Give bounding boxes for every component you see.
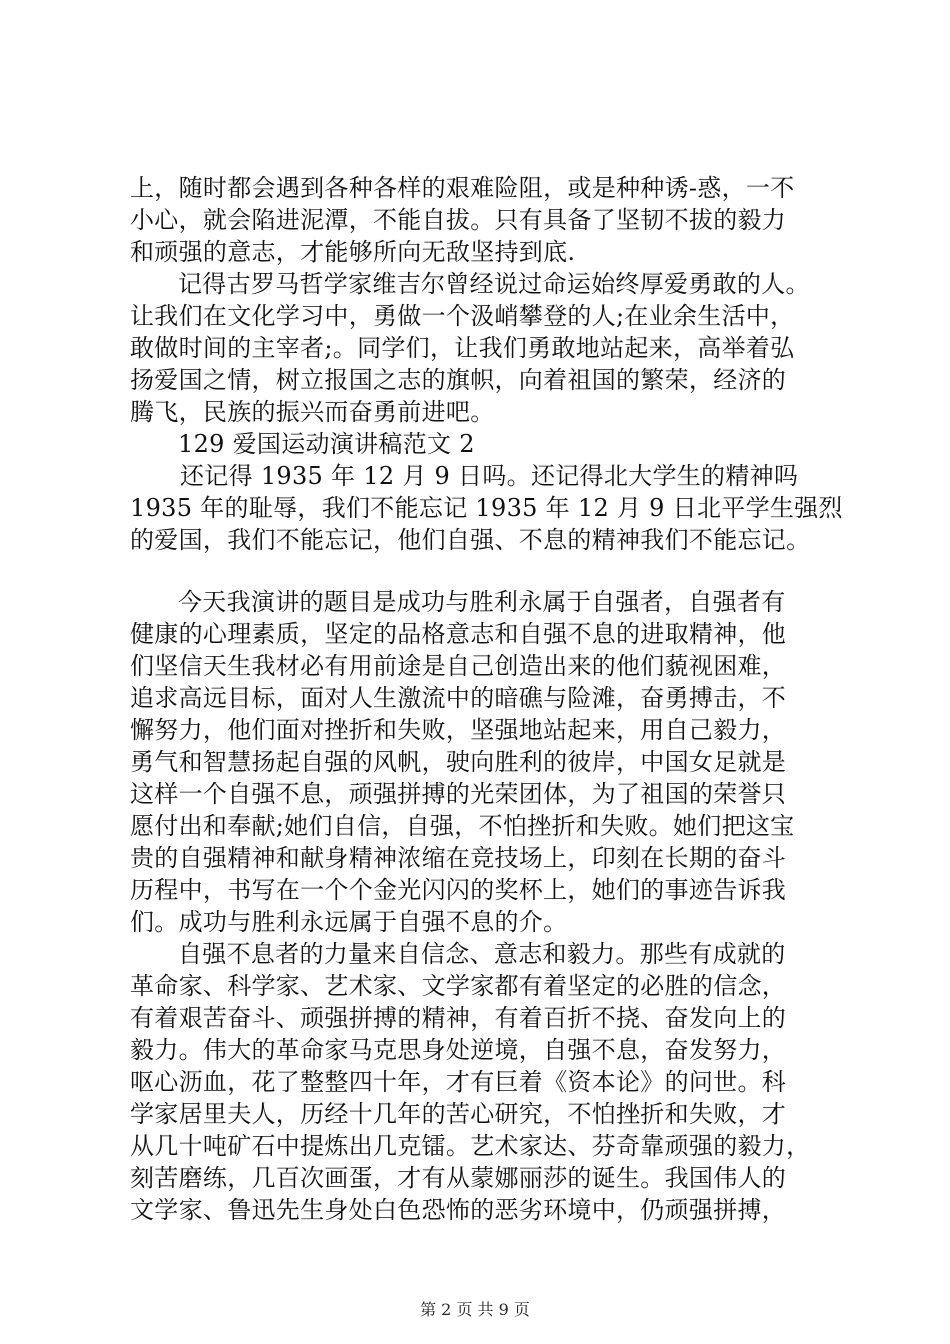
section-heading: 129 爱国运动演讲稿范文 2	[178, 430, 475, 458]
text-line: 文学家、鲁迅先生身处白色恐怖的恶劣环境中，仍顽强拼搏，	[130, 1196, 787, 1224]
text-line: 1935 年的耻辱，我们不能忘记 1935 年 12 月 9 日北平学生强烈	[130, 494, 843, 522]
text-line: 历程中，书写在一个个金光闪闪的奖杯上，她们的事迹告诉我	[130, 876, 787, 904]
blank-line	[130, 556, 850, 586]
text-line: 追求高远目标，面对人生激流中的暗礁与险滩，奋勇搏击，不	[130, 684, 787, 712]
text-line: 让我们在文化学习中，勇做一个汲峭攀登的人;在业余生活中，	[130, 302, 795, 330]
text-line: 们坚信天生我材必有用前途是自己创造出来的他们藐视困难，	[130, 652, 787, 680]
paragraph-first-line: 自强不息者的力量来自信念、意志和毅力。那些有成就的	[178, 940, 786, 968]
text-line: 的爱国，我们不能忘记，他们自强、不息的精神我们不能忘记。	[130, 526, 811, 554]
text-line: 刻苦磨练，几百次画蛋，才有从蒙娜丽莎的诞生。我国伟人的	[130, 1164, 787, 1192]
text-line: 从几十吨矿石中提炼出几克镭。艺术家达、芬奇靠顽强的毅力，	[130, 1132, 811, 1160]
page-number-footer: 第 2 页 共 9 页	[420, 1300, 530, 1319]
text-line: 勇气和智慧扬起自强的风帆，驶向胜利的彼岸，中国女足就是	[130, 748, 787, 776]
text-line: 学家居里夫人，历经十几年的苦心研究，不怕挫折和失败，才	[130, 1100, 787, 1128]
text-line: 懈努力，他们面对挫折和失败，坚强地站起来，用自己毅力，	[130, 716, 787, 744]
text-line: 毅力。伟大的革命家马克思身处逆境，自强不息，奋发努力，	[130, 1036, 787, 1064]
text-line: 小心，就会陷进泥潭，不能自拔。只有具备了坚韧不拔的毅力	[130, 206, 787, 234]
text-line: 扬爱国之情，树立报国之志的旗帜，向着祖国的繁荣，经济的	[130, 366, 787, 394]
text-line: 愿付出和奉献;她们自信，自强，不怕挫折和失败。她们把这宝	[130, 812, 795, 840]
text-line: 们。成功与胜利永远属于自强不息的介。	[130, 908, 568, 936]
paragraph-first-line: 记得古罗马哲学家维吉尔曾经说过命运始终厚爱勇敢的人。	[178, 270, 810, 298]
text-line: 呕心沥血，花了整整四十年，才有巨着《资本论》的问世。科	[130, 1068, 787, 1096]
text-line: 健康的心理素质，坚定的品格意志和自强不息的进取精神，他	[130, 620, 787, 648]
text-line: 上，随时都会遇到各种各样的艰难险阻，或是种种诱-惑，一不	[130, 174, 795, 202]
paragraph-first-line: 还记得 1935 年 12 月 9 日吗。还记得北大学生的精神吗	[180, 462, 799, 490]
text-line: 有着艰苦奋斗、顽强拼搏的精神，有着百折不挠、奋发向上的	[130, 1004, 787, 1032]
text-line: 腾飞，民族的振兴而奋勇前进吧。	[130, 398, 495, 426]
document-body	[130, 172, 850, 1226]
paragraph-first-line: 今天我演讲的题目是成功与胜利永属于自强者，自强者有	[178, 588, 786, 616]
text-line: 和顽强的意志，才能够所向无敌坚持到底.	[130, 238, 576, 266]
text-line: 这样一个自强不息，顽强拼搏的光荣团体，为了祖国的荣誉只	[130, 780, 787, 808]
text-line: 贵的自强精神和献身精神浓缩在竞技场上，印刻在长期的奋斗	[130, 844, 787, 872]
text-line: 敢做时间的主宰者;。同学们，让我们勇敢地站起来，高举着弘	[130, 334, 795, 362]
text-line: 革命家、科学家、艺术家、文学家都有着坚定的必胜的信念，	[130, 972, 787, 1000]
